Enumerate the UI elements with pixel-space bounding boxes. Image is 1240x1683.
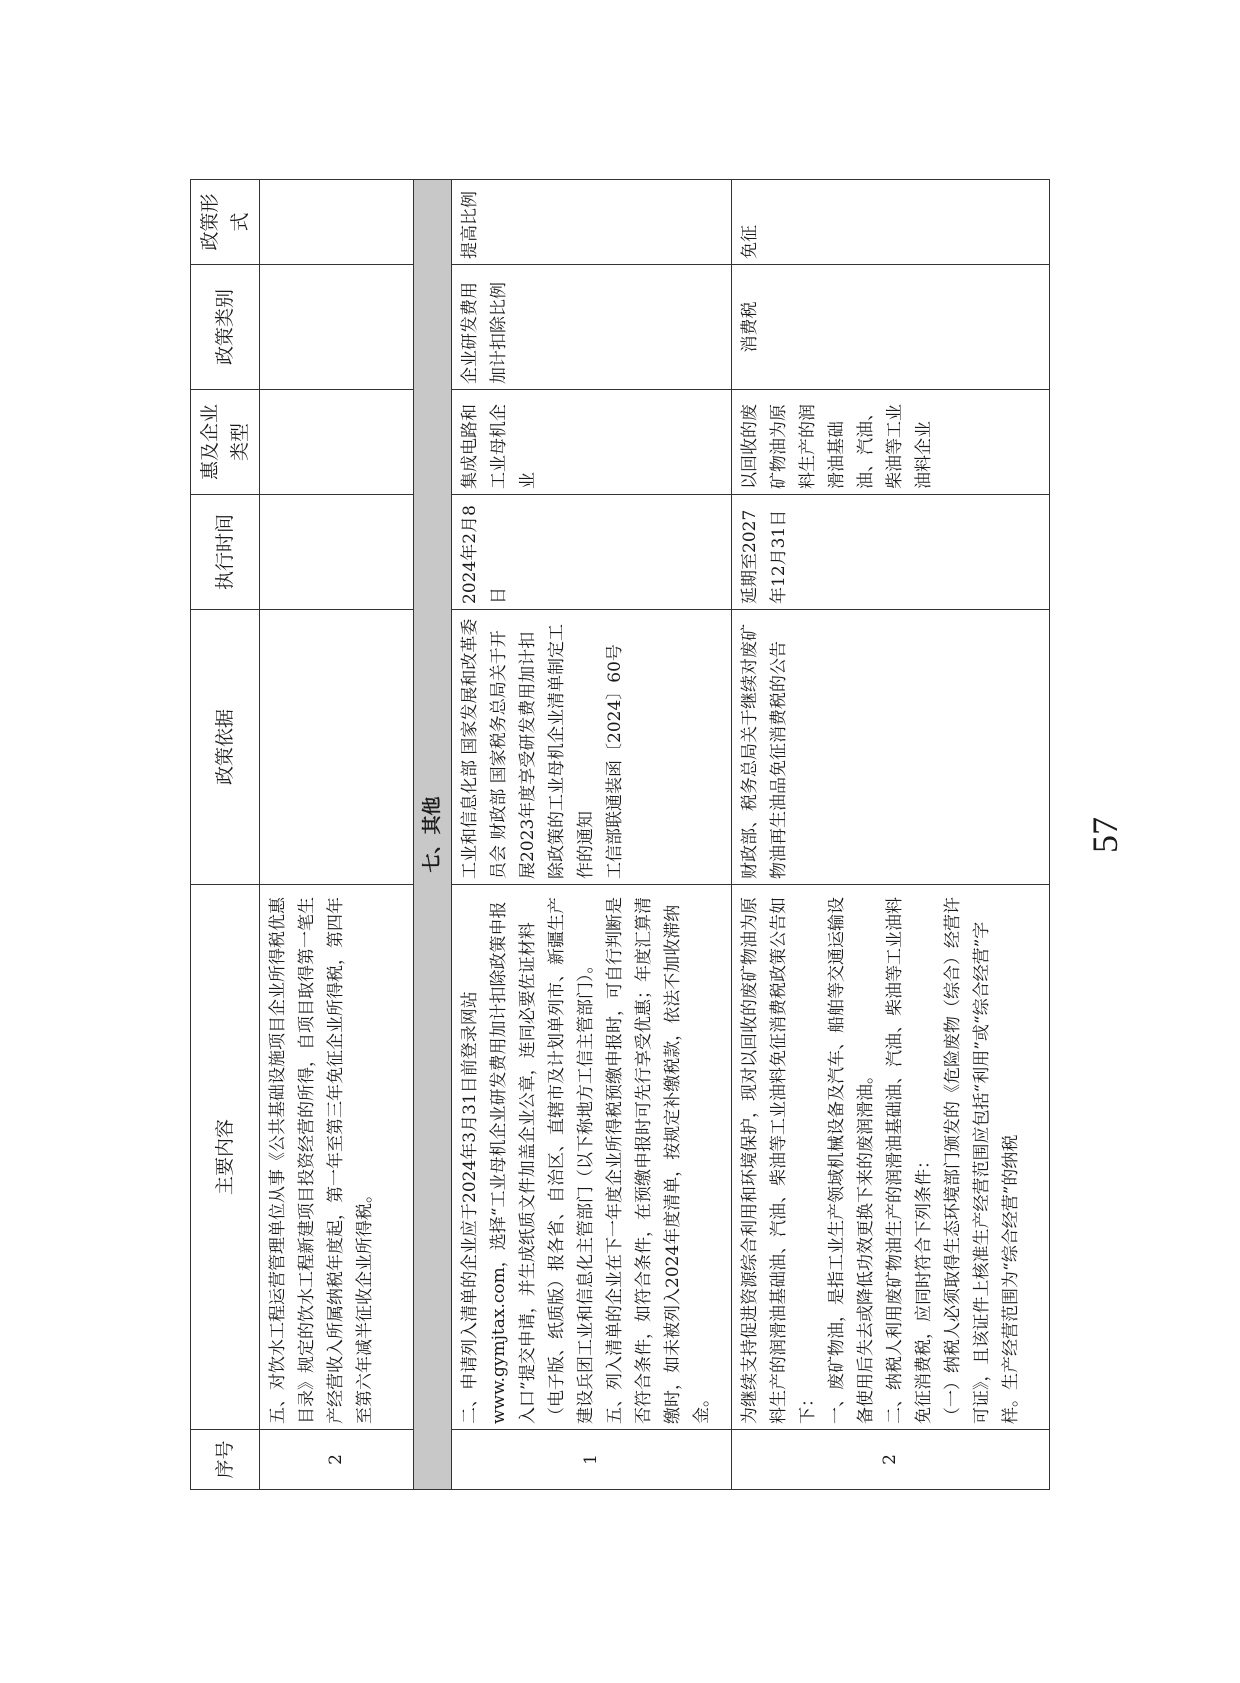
row-content: 五、对饮水工程运营管理单位从事《公共基础设施项目企业所得税优惠目录》规定的饮水工程新建项目投资经营的所得，自项目取得第一笔生产经营收入所属纳税年度起，第一年至第三年免征企业所得税，第四年至第六年减半征收企业所得税。 [260, 885, 414, 1430]
row-seq: 2 [260, 1430, 414, 1490]
header-time: 执行时间 [191, 495, 260, 610]
section-row [414, 180, 452, 1490]
row-category: 消费税 [732, 265, 1050, 390]
row-enterprise: 集成电路和工业母机企业 [452, 390, 732, 495]
row-form [260, 180, 414, 265]
content-paragraph: 一、废矿物油，是指工业生产领域机械设备及汽车、船舶等交通运输设备使用后失去或降低功效更换下来的废润滑油。 [827, 897, 876, 1424]
header-category: 政策类别 [191, 265, 260, 390]
page-number: 57 [1085, 817, 1125, 853]
rotated-policy-table-frame [190, 180, 1050, 1490]
row-time [260, 495, 414, 610]
row-category [260, 265, 414, 390]
section-title: 七、其他 [414, 180, 452, 1490]
row-form: 免征 [732, 180, 1050, 265]
header-enterprise: 惠及企业类型 [191, 390, 260, 495]
content-paragraph: 五、列入清单的企业在下一年度企业所得税预缴申报时，可自行判断是否符合条件，如符合条件，在预缴申报时可先行享受优惠；年度汇算清缴时，如未被列入2024年度清单，按规定补缴税款，依法不加收滞纳金。 [605, 897, 712, 1424]
header-seq: 序号 [191, 1430, 260, 1490]
content-paragraph: 二、纳税人利用废矿物油生产的润滑油基础油、汽油、柴油等工业油料免征消费税，应同时符合下列条件： [885, 897, 934, 1424]
header-content: 主要内容 [191, 885, 260, 1430]
content-paragraph: 二、申请列入清单的企业应于2024年3月31日前登录网站www.gymjtax.com，选择“工业母机企业研发费用加计扣除政策申报入口”提交申请，并生成纸质文件加盖企业公章，连同必要佐证材料（电子版、纸质版）报各省、自治区、直辖市及计划单列市、新疆生产建设兵团工业和信息化主管部门（以下称地方工信主管部门）。 [460, 897, 596, 1424]
header-row [191, 180, 260, 1490]
basis-paragraph: 工业和信息化部 国家发展和改革委员会 财政部 国家税务总局关于开展2023年度享受研发费用加计扣除政策的工业母机企业清单制定工作的通知 [460, 618, 596, 879]
row-time: 延期至2027年12月31日 [732, 495, 1050, 610]
content-paragraph: （一）纳税人必须取得生态环境部门颁发的《危险废物（综合）经营许可证》，且该证件上核准生产经营范围应包括“利用”或“综合经营”字样。生产经营范围为“综合经营”的纳税 [943, 897, 1021, 1424]
row-form: 提高比例 [452, 180, 732, 265]
header-basis: 政策依据 [191, 610, 260, 885]
row-seq: 2 [732, 1430, 1050, 1490]
row-basis [260, 610, 414, 885]
policy-table [190, 179, 1050, 1490]
row-enterprise: 以回收的废矿物油为原料生产的润滑油基础油、汽油、柴油等工业油料企业 [732, 390, 1050, 495]
table-row [260, 180, 414, 1490]
table-row [732, 180, 1050, 1490]
content-paragraph: 为继续支持促进资源综合利用和环境保护，现对以回收的废矿物油为原料生产的润滑油基础油、汽油、柴油等工业油料免征消费税政策公告如下： [740, 897, 818, 1424]
row-basis [452, 610, 732, 885]
row-enterprise [260, 390, 414, 495]
row-content [452, 885, 732, 1430]
table-row [452, 180, 732, 1490]
basis-paragraph: 工信部联通装函〔2024〕60号 [605, 644, 625, 879]
header-form: 政策形式 [191, 180, 260, 265]
row-seq: 1 [452, 1430, 732, 1490]
row-content [732, 885, 1050, 1430]
row-category: 企业研发费用加计扣除比例 [452, 265, 732, 390]
row-basis: 财政部、税务总局关于继续对废矿物油再生油品免征消费税的公告 [732, 610, 1050, 885]
row-time: 2024年2月8日 [452, 495, 732, 610]
